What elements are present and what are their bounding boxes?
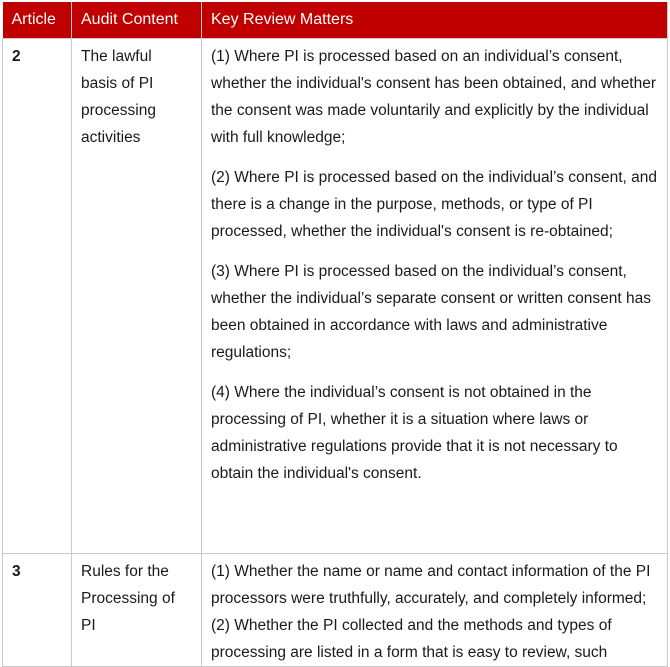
article-number: 2: [3, 39, 72, 554]
review-matter-item: (2) Whether the PI collected and the methods and types of processing are listed in a form that is easy to review, such: [211, 617, 612, 661]
column-header-audit-content: Audit Content: [72, 2, 202, 39]
review-matter-item: (4) Where the individual’s consent is not obtained in the processing of PI, whether it is a situation where laws or administrative regulations provide that it is not necessary to obtain the individual's consent.: [211, 384, 618, 482]
article-number: 3: [3, 554, 72, 667]
column-header-article: Article: [3, 2, 72, 39]
review-matter-item: (1) Where PI is processed based on an individual’s consent, whether the individual's consent has been obtained, and whether the consent was made voluntarily and explicitly by the individual with full knowledge;: [211, 48, 657, 146]
table-row: [3, 39, 668, 554]
key-review-matters: [202, 554, 668, 667]
review-matter-item: (2) Where PI is processed based on the individual’s consent, and there is a change in the purpose, methods, or type of PI processed, whether the individual's consent is re-obtained;: [211, 169, 658, 240]
review-matter-item: (1) Whether the name or name and contact information of the PI processors were truthfully, accurately, and completely informed;: [211, 563, 651, 607]
audit-content: Rules for the Processing of PI: [72, 554, 202, 667]
audit-content: The lawful basis of PI processing activities: [72, 39, 202, 554]
column-header-key-review-matters: Key Review Matters: [202, 2, 668, 39]
table-header-row: [3, 2, 668, 39]
table-row: [3, 554, 668, 667]
audit-table: [2, 2, 668, 667]
key-review-matters: [202, 39, 668, 554]
review-matter-item: (3) Where PI is processed based on the individual’s consent, whether the individual’s separate consent or written consent has been obtained in accordance with laws and administrative regulations;: [211, 263, 652, 361]
